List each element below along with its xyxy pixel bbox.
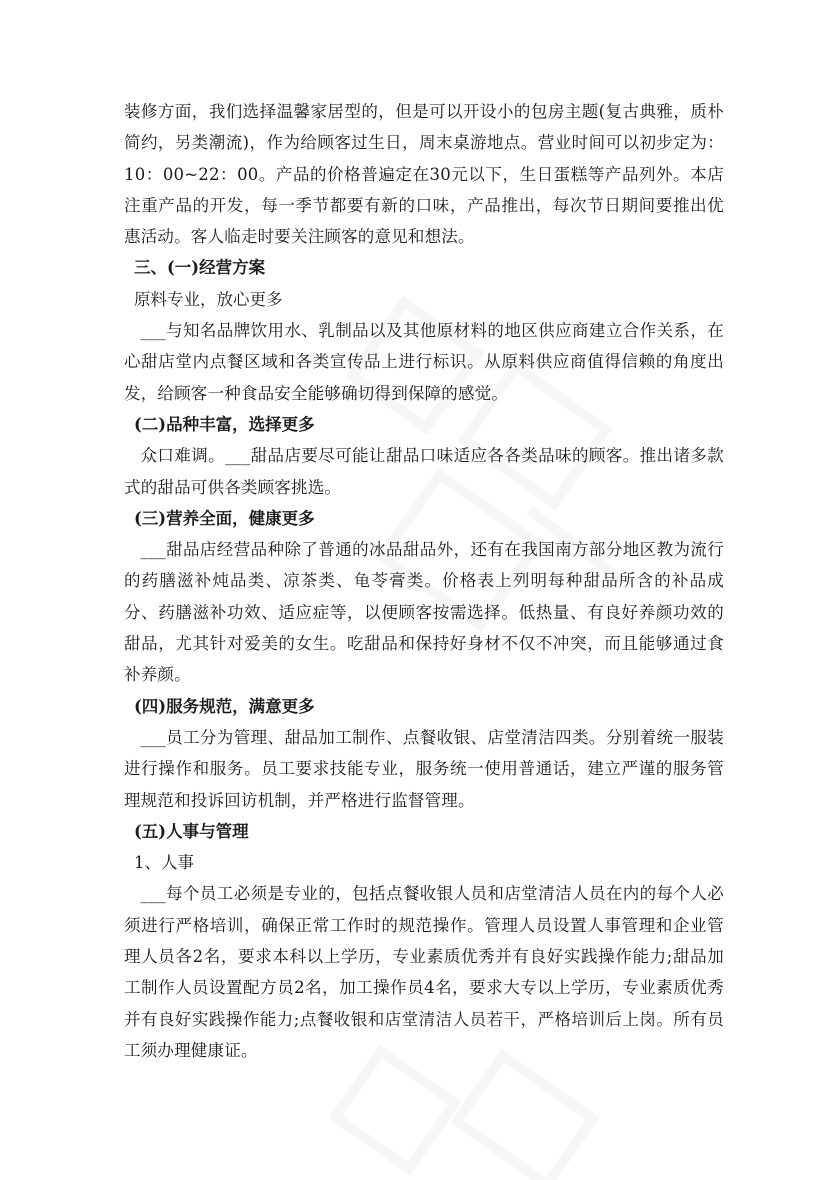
paragraph-variety: 众口难调。___甜品店要尽可能让甜品口味适应各各类品味的顾客。推出诸多款式的甜品可供各类顾客挑选。	[124, 446, 724, 497]
paragraph-service: ___员工分为管理、甜品加工制作、点餐收银、店堂清洁四类。分别着统一服装进行操作和服务。员工要求技能专业，服务统一使用普通话，建立严谨的服务管理规范和投诉回访机制，并严格进行监督管理。	[124, 727, 724, 810]
subheading-ingredients: 原料专业，放心更多	[134, 289, 283, 309]
document-body	[124, 96, 724, 1066]
heading-variety: (二)品种丰富，选择更多	[134, 414, 315, 434]
paragraph-nutrition: ___甜品店经营品种除了普通的冰品甜品外，还有在我国南方部分地区教为流行的药膳滋补炖品类、凉茶类、龟苓膏类。价格表上列明每种甜品所含的补品成分、药膳滋补功效、适应症等，以便顾客按需选择。低热量、有良好养颜功效的甜品，尤其针对爱美的女生。吃甜品和保持好身材不仅不冲突，而且能够通过食补养颜。	[124, 540, 724, 685]
paragraph-staffing: ___每个员工必须是专业的，包括点餐收银人员和店堂清洁人员在内的每个人必须进行严格培训，确保正常工作时的规范操作。管理人员设置人事管理和企业管理人员各2名，要求本科以上学历，专业素质优秀并有良好实践操作能力;甜品加工制作人员设置配方员2名，加工操作员4名，要求大专以上学历，专业素质优秀并有良好实践操作能力;点餐收银和店堂清洁人员若干，严格培训后上岗。所有员工须办理健康证。	[124, 884, 724, 1060]
heading-service: (四)服务规范，满意更多	[134, 696, 315, 716]
paragraph-decoration: 装修方面，我们选择温馨家居型的，但是可以开设小的包房主题(复古典雅，质朴简约，另类潮流)，作为给顾客过生日，周末桌游地点。营业时间可以初步定为：10：00~22：00。产品的价格普遍定在30元以下，生日蛋糕等产品列外。本店注重产品的开发，每一季节都要有新的口味，产品推出，每次节日期间要推出优惠活动。客人临走时要关注顾客的意见和想法。	[124, 102, 724, 247]
heading-nutrition: (三)营养全面，健康更多	[134, 508, 315, 528]
heading-personnel: (五)人事与管理	[134, 821, 249, 841]
paragraph-ingredients: ___与知名品牌饮用水、乳制品以及其他原材料的地区供应商建立合作关系，在心甜店堂内点餐区域和各类宣传品上进行标识。从原料供应商值得信赖的角度出发，给顾客一种食品安全能够确切得到保障的感觉。	[124, 321, 724, 403]
heading-business-plan: 三、(一)经营方案	[134, 258, 266, 278]
subheading-staffing: 1、人事	[134, 853, 194, 873]
